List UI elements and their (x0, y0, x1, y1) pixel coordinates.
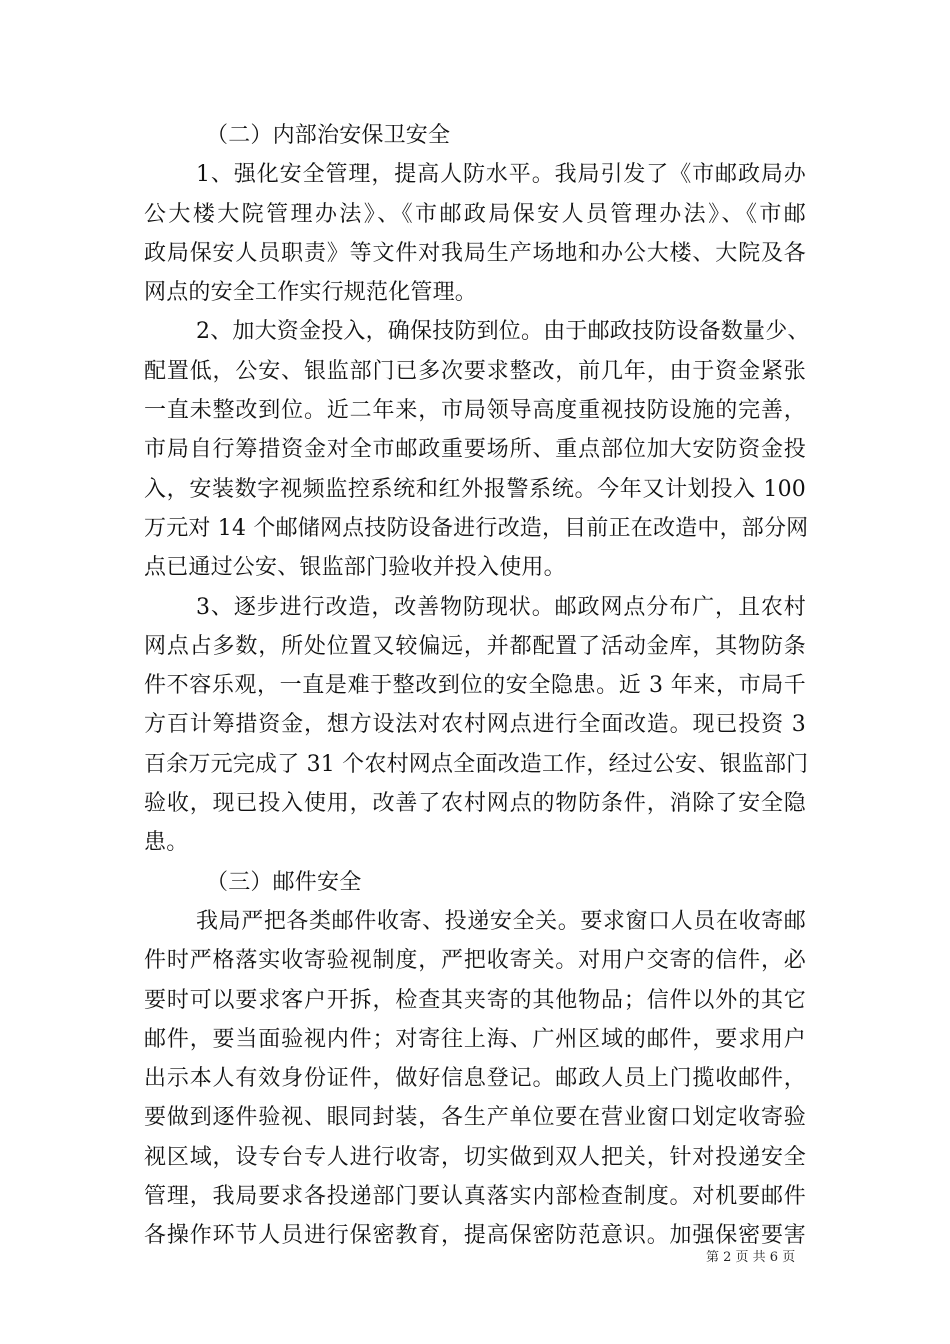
document-body (144, 116, 810, 1256)
paragraph-line: 出示本人有效身份证件，做好信息登记。邮政人员上门揽收邮件， (144, 1066, 806, 1092)
paragraph-line: 要做到逐件验视、眼同封装，各生产单位要在营业窗口划定收寄验 (144, 1105, 806, 1131)
paragraph-line: 入，安装数字视频监控系统和红外报警系统。今年又计划投入 100 (144, 476, 806, 502)
paragraph-line: 我局严把各类邮件收寄、投递安全关。要求窗口人员在收寄邮 (196, 908, 806, 934)
paragraph-line: 患。 (144, 830, 189, 856)
page-footer: 第 2 页 共 6 页 (706, 1250, 796, 1265)
paragraph-line: 件时严格落实收寄验视制度，严把收寄关。对用户交寄的信件，必 (144, 948, 806, 974)
paragraph-line: 邮件，要当面验视内件；对寄往上海、广州区域的邮件，要求用户 (144, 1026, 806, 1052)
section-heading: （二）内部治安保卫安全 (206, 123, 451, 148)
paragraph-line: 网点占多数，所处位置又较偏远，并都配置了活动金库，其物防条 (144, 633, 806, 659)
paragraph-line: 件不容乐观，一直是难于整改到位的安全隐患。近 3 年来，市局千 (144, 673, 806, 699)
paragraph-line: 验收，现已投入使用，改善了农村网点的物防条件，消除了安全隐 (144, 791, 806, 817)
paragraph-line: 网点的安全工作实行规范化管理。 (144, 280, 478, 306)
paragraph-line: 各操作环节人员进行保密教育，提高保密防范意识。加强保密要害 (144, 1223, 806, 1249)
paragraph-line: 一直未整改到位。近二年来，市局领导高度重视技防设施的完善， (144, 398, 806, 424)
paragraph-line: 万元对 14 个邮储网点技防设备进行改造，目前正在改造中，部分网 (144, 515, 809, 541)
paragraph-line: 配置低，公安、银监部门已多次要求整改，前几年，由于资金紧张 (144, 358, 806, 384)
paragraph-line: 政局保安人员职责》等文件对我局生产场地和办公大楼、大院及各 (144, 240, 806, 266)
paragraph-line: 1、强化安全管理，提高人防水平。我局引发了《市邮政局办 (196, 162, 806, 188)
paragraph-line: 要时可以要求客户开拆，检查其夹寄的其他物品；信件以外的其它 (144, 987, 806, 1013)
paragraph-line: 方百计筹措资金，想方设法对农村网点进行全面改造。现已投资 3 (144, 712, 806, 738)
paragraph-line: 管理，我局要求各投递部门要认真落实内部检查制度。对机要邮件 (144, 1184, 806, 1210)
paragraph-line: 百余万元完成了 31 个农村网点全面改造工作，经过公安、银监部门 (144, 751, 809, 777)
paragraph-line: 市局自行筹措资金对全市邮政重要场所、重点部位加大安防资金投 (144, 437, 806, 463)
paragraph-line: 公大楼大院管理办法》、《市邮政局保安人员管理办法》、《市邮 (144, 201, 806, 227)
paragraph-line: 视区域，设专台专人进行收寄，切实做到双人把关，针对投递安全 (144, 1144, 806, 1170)
section-heading: （三）邮件安全 (206, 869, 362, 895)
paragraph-line: 点已通过公安、银监部门验收并投入使用。 (144, 555, 566, 581)
paragraph-line: 3、逐步进行改造，改善物防现状。邮政网点分布广，且农村 (196, 594, 806, 620)
paragraph-line: 2、加大资金投入，确保技防到位。由于邮政技防设备数量少、 (196, 319, 810, 345)
